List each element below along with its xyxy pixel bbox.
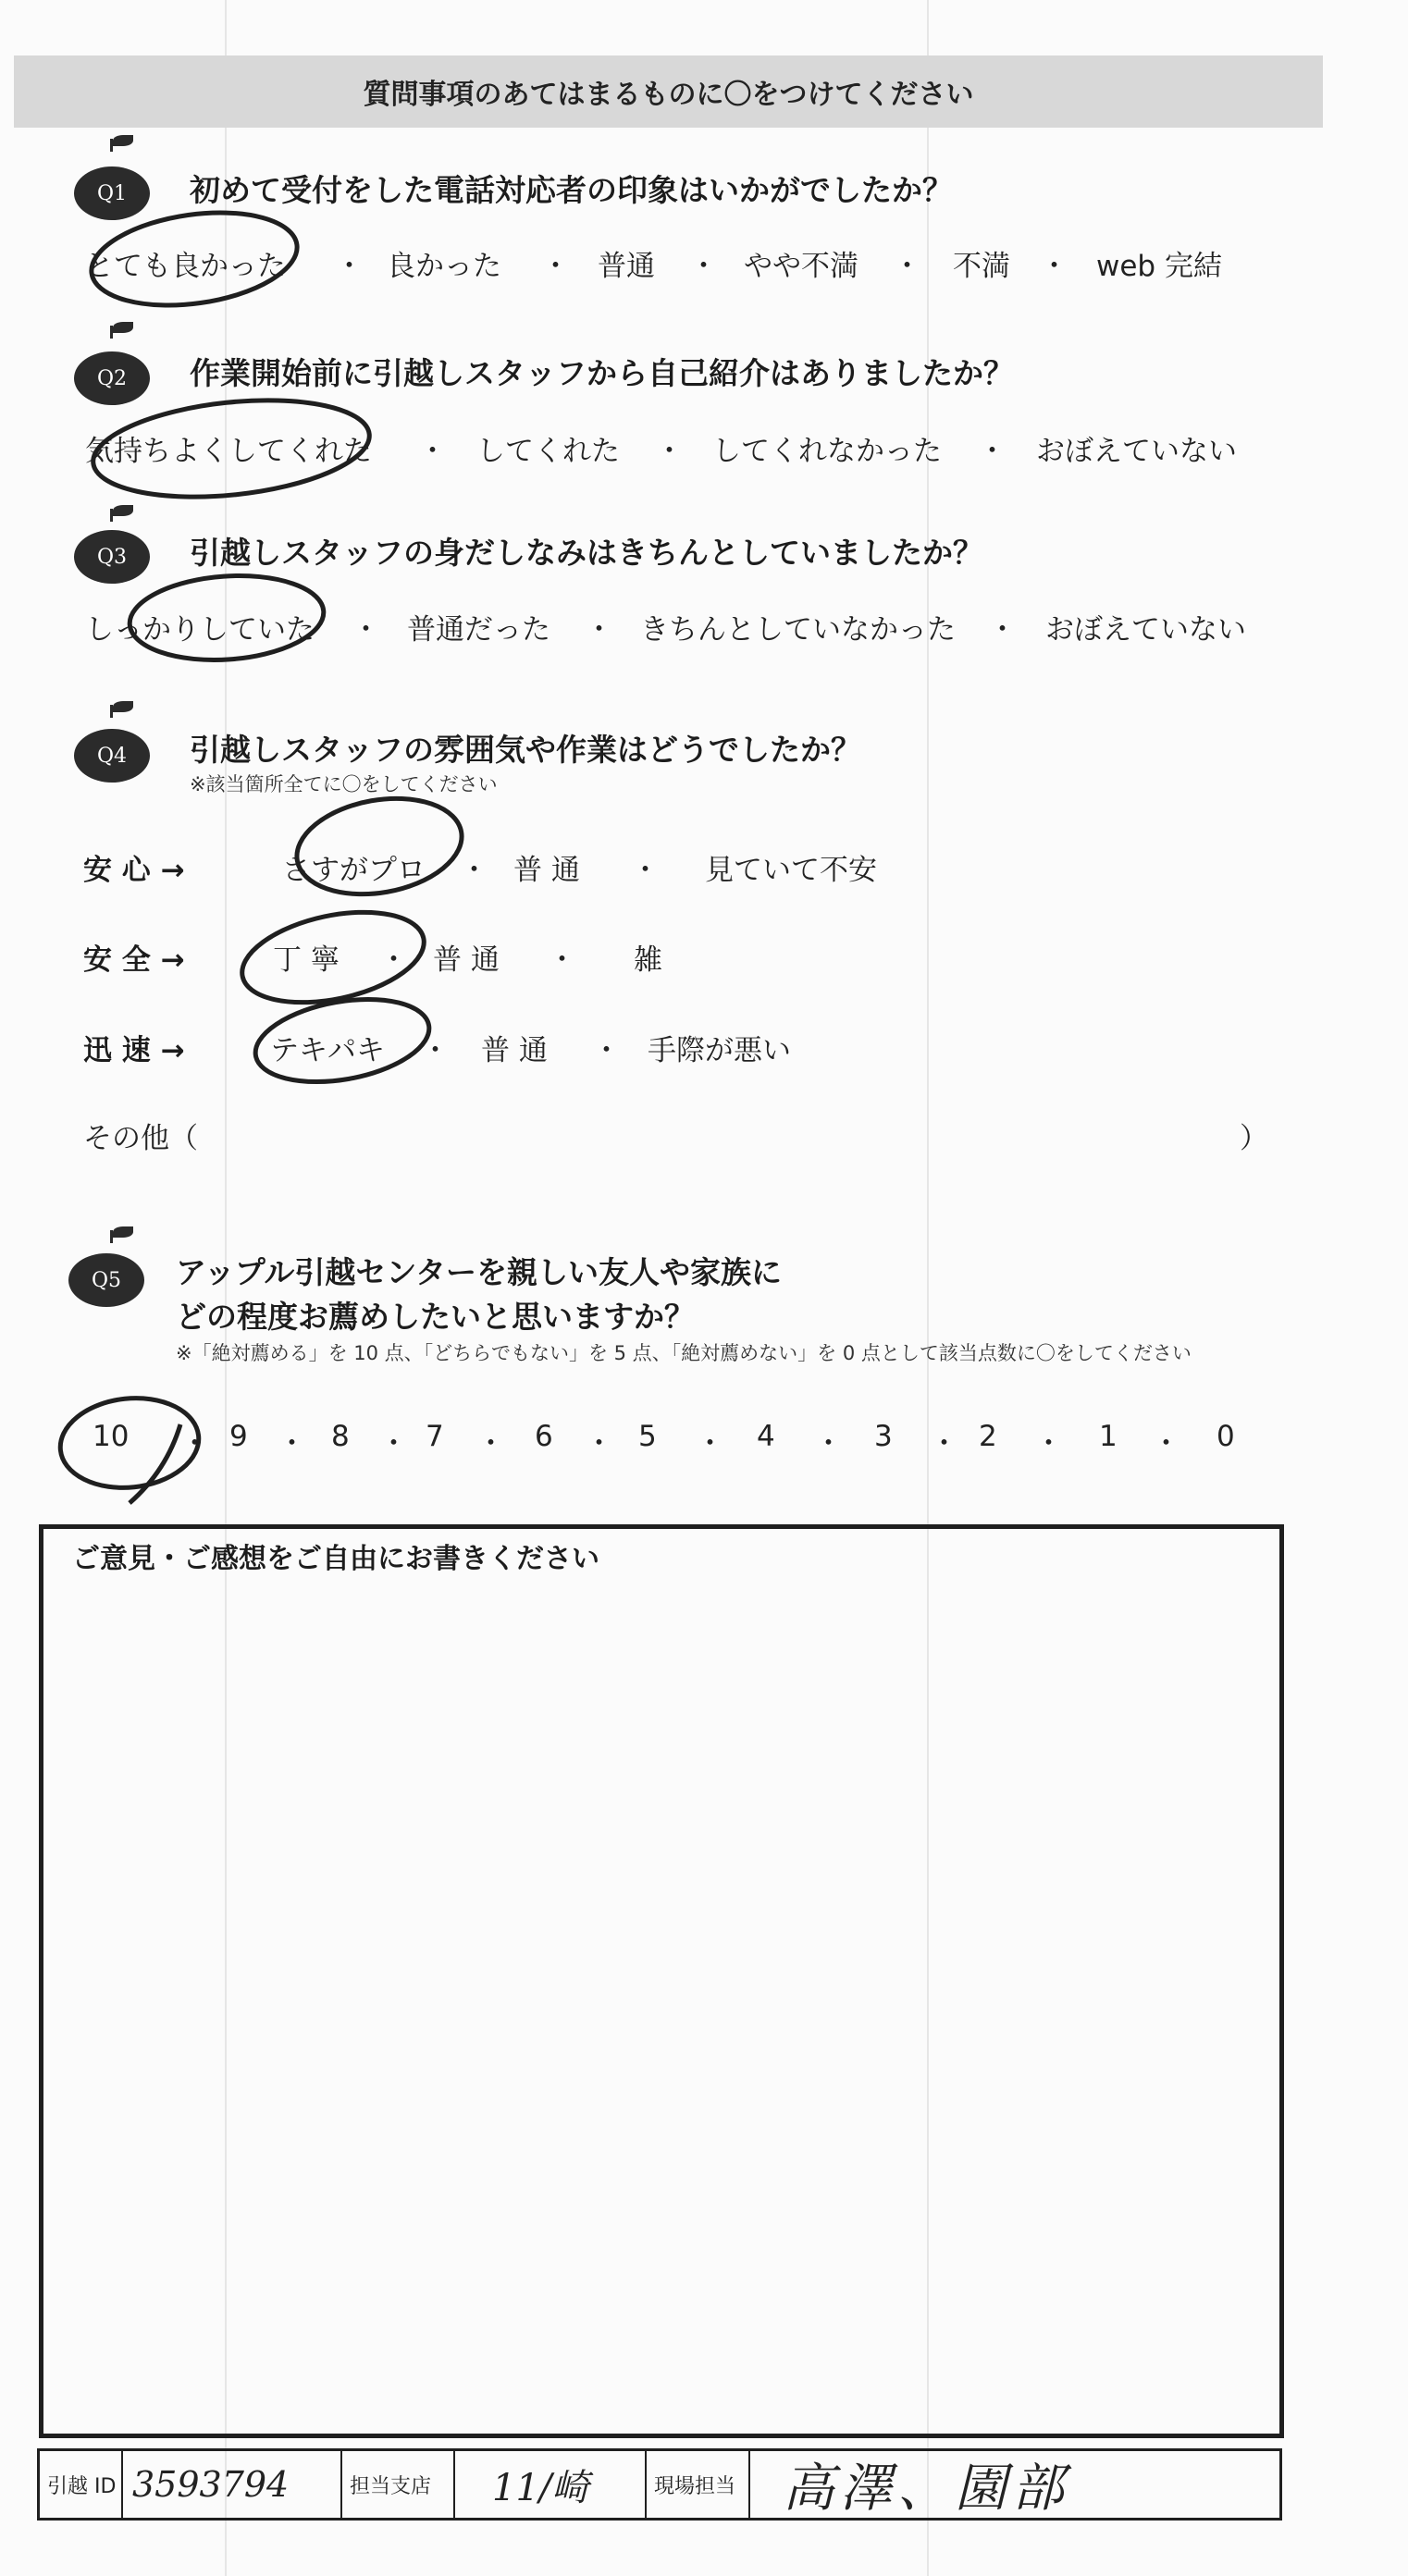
q5-score-1[interactable]: 1 <box>1099 1420 1118 1453</box>
q4-row3-option-3[interactable]: 手際が悪い <box>648 1034 791 1067</box>
separator-dot: ・ <box>421 1034 450 1067</box>
q2-circle-mark <box>89 388 375 510</box>
separator-dot: ・ <box>689 250 718 283</box>
separator-dot: ・ <box>460 854 488 887</box>
move-id-value: 3593794 <box>132 2464 290 2505</box>
q5-score-8[interactable]: 8 <box>331 1420 350 1453</box>
q4-row1-option-3[interactable]: 見ていて不安 <box>705 854 877 887</box>
q5-badge-icon: Q5 <box>68 1253 144 1307</box>
q3-option-3[interactable]: きちんとしていなかった <box>640 613 956 647</box>
q5-score-7[interactable]: 7 <box>426 1420 444 1453</box>
q4-row2-option-2[interactable]: 普 通 <box>433 943 500 977</box>
separator-dot: ・ <box>1034 1427 1063 1461</box>
staff-label: 現場担当 <box>654 2474 736 2498</box>
q1-option-5[interactable]: 不満 <box>953 250 1010 283</box>
separator-dot: ・ <box>585 613 613 647</box>
separator-dot: ・ <box>379 943 408 977</box>
staff-value: 高澤、園部 <box>783 2459 1069 2519</box>
q4-other-label: その他（ <box>83 1122 198 1155</box>
q4-row1-option-2[interactable]: 普 通 <box>513 854 580 887</box>
instruction-header-text: 質問事項のあてはまるものに〇をつけてください <box>363 79 974 111</box>
q1-option-4[interactable]: やや不満 <box>744 250 858 283</box>
q5-score-5[interactable]: 5 <box>638 1420 657 1453</box>
separator-dot: ・ <box>476 1427 505 1461</box>
q4-row2-option-1[interactable]: 丁 寧 <box>273 943 340 977</box>
separator-dot: ・ <box>631 854 660 887</box>
separator-dot: ・ <box>379 1427 408 1461</box>
q2-option-2[interactable]: してくれた <box>476 435 620 468</box>
q2-badge-icon: Q2 <box>74 351 150 405</box>
q2-option-3[interactable]: してくれなかった <box>712 435 942 468</box>
separator-dot: ・ <box>988 613 1017 647</box>
q1-option-3[interactable]: 普通 <box>598 250 655 283</box>
q1-badge-icon: Q1 <box>74 166 150 220</box>
q5-circle-mark <box>56 1391 203 1494</box>
move-id-label: 引越 ID <box>47 2474 117 2498</box>
q1-option-6[interactable]: web 完結 <box>1096 250 1222 283</box>
q4-question: 引越しスタッフの雰囲気や作業はどうでしたか？ <box>190 732 861 768</box>
q5-score-0[interactable]: 0 <box>1217 1420 1235 1453</box>
separator-dot: ・ <box>655 435 684 468</box>
q4-row-label-speed: 迅 速 → <box>83 1034 185 1067</box>
separator-dot: ・ <box>541 250 570 283</box>
q5-note: ※「絶対薦める」を 10 点、「どちらでもない」を 5 点、「絶対薦めない」を 0 点として該当点数に〇をしてください <box>176 1342 1192 1364</box>
q4-other-close: ） <box>1240 1122 1268 1155</box>
q5-question-line2: どの程度お薦めしたいと思いますか？ <box>176 1299 695 1335</box>
q5-score-3[interactable]: 3 <box>874 1420 893 1453</box>
comments-title: ご意見・ご感想をご自由にお書きください <box>72 1543 599 1575</box>
branch-label: 担当支店 <box>350 2474 432 2498</box>
separator-dot: ・ <box>1152 1427 1180 1461</box>
separator-dot: ・ <box>335 250 364 283</box>
q2-question: 作業開始前に引越しスタッフから自己紹介はありましたか？ <box>190 355 1014 391</box>
separator-dot: ・ <box>585 1427 613 1461</box>
q1-option-2[interactable]: 良かった <box>387 250 501 283</box>
branch-value: 11/崎 <box>492 2466 589 2509</box>
q4-note: ※該当箇所全てに〇をしてください <box>190 773 498 795</box>
separator-dot: ・ <box>592 1034 621 1067</box>
separator-dot: ・ <box>548 943 576 977</box>
q3-option-1[interactable]: しっかりしていた <box>85 613 315 647</box>
q4-row-label-reassurance: 安 心 → <box>83 854 185 887</box>
separator-dot: ・ <box>278 1427 306 1461</box>
q5-circle-tail <box>130 1424 180 1503</box>
separator-dot: ・ <box>1040 250 1068 283</box>
q1-question: 初めて受付をした電話対応者の印象はいかがでしたか？ <box>190 172 953 208</box>
q3-badge-icon: Q3 <box>74 530 150 584</box>
q2-option-4[interactable]: おぼえていない <box>1036 435 1237 468</box>
q4-row1-circle-mark <box>290 786 470 906</box>
separator-dot: ・ <box>814 1427 843 1461</box>
separator-dot: ・ <box>978 435 1007 468</box>
q5-score-2[interactable]: 2 <box>979 1420 997 1453</box>
q4-row2-option-3[interactable]: 雑 <box>634 943 662 977</box>
q5-score-9[interactable]: 9 <box>229 1420 248 1453</box>
q5-question-line1: アップル引越センターを親しい友人や家族に <box>176 1254 783 1290</box>
q1-option-1[interactable]: とても良かった <box>85 250 286 283</box>
separator-dot: ・ <box>418 435 447 468</box>
q4-row3-option-1[interactable]: テキパキ <box>270 1034 385 1067</box>
q3-question: 引越しスタッフの身だしなみはきちんとしていましたか？ <box>190 535 983 571</box>
q5-score-10[interactable]: 10 <box>93 1420 130 1453</box>
q4-badge-icon: Q4 <box>74 729 150 783</box>
q4-row3-circle-mark <box>249 987 436 1094</box>
separator-dot: ・ <box>893 250 921 283</box>
separator-dot: ・ <box>696 1427 724 1461</box>
q2-option-1[interactable]: 気持ちよくしてくれた <box>85 435 372 468</box>
separator-dot: ・ <box>180 1427 209 1461</box>
q4-row3-option-2[interactable]: 普 通 <box>481 1034 548 1067</box>
q1-circle-mark <box>85 201 303 317</box>
separator-dot: ・ <box>930 1427 958 1461</box>
q4-row2-circle-mark <box>234 897 432 1017</box>
q3-option-2[interactable]: 普通だった <box>407 613 550 647</box>
q4-row-label-safety: 安 全 → <box>83 943 185 977</box>
q4-row1-option-1[interactable]: さすがプロ <box>282 854 426 887</box>
q3-circle-mark <box>127 570 327 666</box>
q5-score-4[interactable]: 4 <box>757 1420 775 1453</box>
q3-option-4[interactable]: おぼえていない <box>1045 613 1246 647</box>
separator-dot: ・ <box>352 613 380 647</box>
q5-score-6[interactable]: 6 <box>535 1420 553 1453</box>
